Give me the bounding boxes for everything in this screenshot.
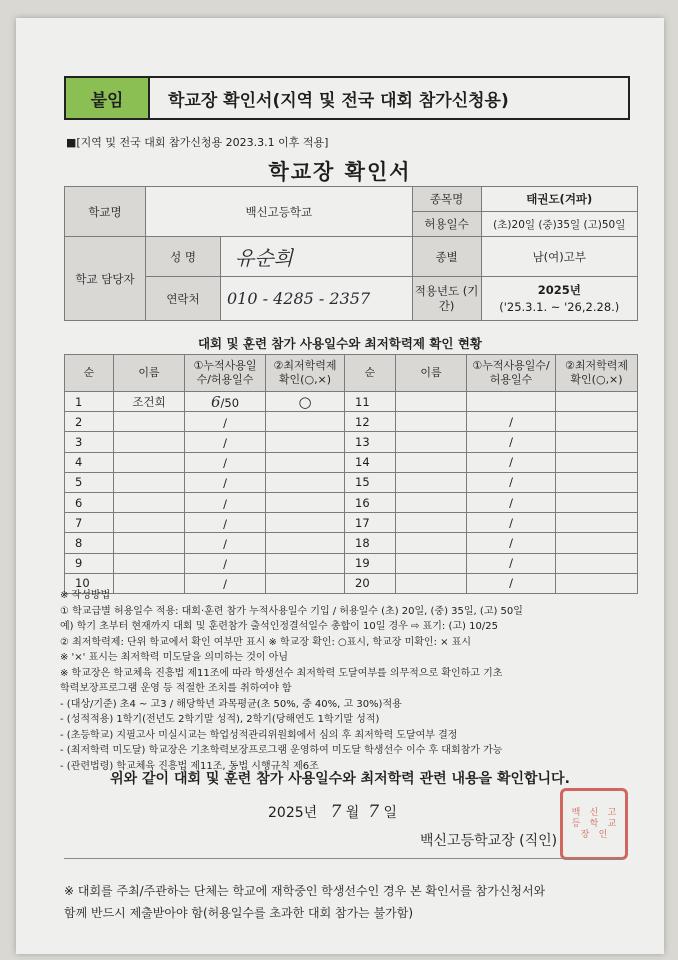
- document-title: 학교장 확인서: [268, 160, 412, 184]
- row-no: 19: [345, 553, 396, 573]
- gender-label: 종별: [412, 237, 481, 277]
- document-page: [16, 18, 664, 954]
- row-name: [114, 553, 185, 573]
- row-check: [556, 412, 638, 432]
- row-days: [185, 492, 266, 512]
- header-box: [64, 76, 630, 120]
- row-check: [266, 452, 345, 472]
- row-days: [185, 553, 266, 573]
- col-days: ①누적사용일수/허용일수: [467, 355, 556, 392]
- gender-value: 남(여)고부: [481, 237, 637, 277]
- row-check: ○: [266, 392, 345, 412]
- row-days: /: [467, 432, 556, 452]
- row-days: [185, 452, 266, 472]
- row-check: [556, 432, 638, 452]
- row-name: [396, 392, 467, 412]
- row-no: 16: [345, 492, 396, 512]
- row-name: [114, 533, 185, 553]
- date-day: 7: [368, 802, 380, 822]
- col-name: 이름: [114, 355, 185, 392]
- issue-date: [268, 802, 397, 822]
- instruction-line: - (최저학력 미도달) 학교장은 기초학력보장프로그램 운영하여 미도달 학생선수 이수 후 대회참가 가능: [60, 745, 503, 756]
- days-slash: /: [223, 496, 227, 511]
- seal-glyph: 인: [598, 829, 608, 840]
- seal-glyph: 신: [589, 807, 599, 818]
- table-row: [65, 492, 638, 512]
- col-days: ①누적사용일수/허용일수: [185, 355, 266, 392]
- year-label: 적용년도 (기간): [412, 277, 481, 321]
- allowed-days: 50: [224, 395, 240, 410]
- row-check: [556, 492, 638, 512]
- instruction-line: ② 최저학력제: 단위 학교에서 확인 여부만 표시 ※ 학교장 확인: ○표시, 학교장 미확인: × 표시: [60, 636, 472, 648]
- row-days: /: [467, 452, 556, 472]
- row-no: 9: [65, 553, 114, 573]
- confirmation-statement: 위와 같이 대회 및 훈련 참가 사용일수와 최저학력 관련 내용을 확인합니다.: [110, 771, 570, 787]
- row-days: [185, 513, 266, 533]
- row-no: 8: [65, 533, 114, 553]
- row-name: [396, 513, 467, 533]
- row-no: 11: [345, 392, 396, 412]
- instruction-line: - (관련법령) 학교체육 진흥법 제11조, 동법 시행규칙 제6조: [60, 760, 319, 772]
- principal-signature: 백신고등학교장 (직인): [420, 833, 558, 849]
- col-no: 순: [65, 355, 114, 392]
- school-seal-stamp: [560, 788, 628, 860]
- period-value: ('25.3.1. ~ '26,2.28.): [499, 299, 620, 314]
- date-year: 2025년: [268, 805, 318, 821]
- instruction-line: 예) 학기 초부터 현재까지 대회 및 훈련참가 출석인정결석일수 총합이 10일 경우 ⇨ 표기: (고) 10/25: [60, 621, 498, 632]
- row-name: [396, 533, 467, 553]
- table-row: [65, 412, 638, 432]
- row-name: 조건희: [114, 392, 185, 412]
- seal-glyph: 학: [589, 818, 599, 829]
- row-check: [266, 472, 345, 492]
- footer-note: [64, 880, 634, 924]
- table-row: [65, 513, 638, 533]
- days-slash: /: [223, 456, 227, 471]
- header-title: 학교장 확인서(지역 및 전국 대회 참가신청용): [168, 90, 509, 111]
- row-no: 13: [345, 432, 396, 452]
- row-no: 3: [65, 432, 114, 452]
- row-name: [396, 412, 467, 432]
- row-check: [556, 392, 638, 412]
- instruction-line: ※ 학교장은 학교체육 진흥법 제11조에 따라 학생선수 최저학력 도달여부를 의무적으로 확인하고 기초: [60, 667, 503, 679]
- row-no: 17: [345, 513, 396, 533]
- row-name: [114, 513, 185, 533]
- row-days: [185, 533, 266, 553]
- col-no: 순: [345, 355, 396, 392]
- row-no: 14: [345, 452, 396, 472]
- used-days: 6: [210, 392, 221, 411]
- name-label: 성 명: [146, 237, 221, 277]
- row-check: [266, 513, 345, 533]
- days-slash: /: [223, 476, 227, 491]
- row-check: [556, 533, 638, 553]
- seal-glyph: 장: [580, 829, 590, 840]
- days-slash: /: [223, 536, 227, 551]
- row-name: [396, 472, 467, 492]
- phone-label: 연락처: [146, 277, 221, 321]
- days-slash: /: [223, 415, 227, 430]
- row-no: 10: [65, 573, 114, 593]
- row-name: [396, 553, 467, 573]
- row-name: [114, 492, 185, 512]
- row-days: /: [467, 472, 556, 492]
- instruction-line: ① 학교급별 허용일수 적용: 대회·훈련 참가 누적사용일수 기입 / 허용일수 (초) 20일, (중) 35일, (고) 50일: [60, 605, 523, 617]
- instruction-line: ※ 작성방법: [60, 590, 111, 601]
- instruction-line: 학력보장프로그램 운영 등 적절한 조치를 취하여야 함: [60, 683, 292, 694]
- row-no: 20: [345, 573, 396, 593]
- applicability-note: ■[지역 및 전국 대회 참가신청용 2023.3.1 이후 적용]: [66, 136, 329, 149]
- section-title: 대회 및 훈련 참가 사용일수와 최저학력제 확인 현황: [197, 336, 483, 351]
- days-slash: /: [223, 435, 227, 450]
- row-days: [467, 392, 556, 412]
- seal-glyph: 고: [607, 807, 617, 818]
- row-no: 18: [345, 533, 396, 553]
- row-days: /: [467, 553, 556, 573]
- instruction-line: - (성적적용) 1학기(전년도 2학기말 성적), 2학기(당해연도 1학기말 성적): [60, 714, 380, 725]
- date-month-unit: 월: [345, 805, 360, 821]
- footer-line: 함께 반드시 제출받아야 함(허용일수를 초과한 대회 참가는 불가함): [64, 906, 414, 920]
- year-cell: [481, 277, 637, 321]
- phone-value: 010 - 4285 - 2357: [221, 277, 413, 321]
- row-no: 2: [65, 412, 114, 432]
- table-row: [65, 533, 638, 553]
- sport-value: 태권도(겨파): [481, 187, 637, 212]
- table-row: [65, 392, 638, 412]
- days-slash: /: [220, 395, 225, 410]
- school-label: 학교명: [65, 187, 146, 237]
- contact-label: 학교 담당자: [65, 237, 146, 321]
- row-check: [266, 432, 345, 452]
- row-no: 6: [65, 492, 114, 512]
- school-value: 백신고등학교: [146, 187, 413, 237]
- table-row: [65, 553, 638, 573]
- col-check: ②최저학력제 확인(○,×): [556, 355, 638, 392]
- row-no: 5: [65, 472, 114, 492]
- row-name: [396, 432, 467, 452]
- row-no: 15: [345, 472, 396, 492]
- table-row: [65, 452, 638, 472]
- table-row: [65, 472, 638, 492]
- days-label: 허용일수: [412, 212, 481, 237]
- instruction-line: - (대상/기준) 초4 ~ 고3 / 해당학년 과목평균(초 50%, 중 40%, 고 30%)적용: [60, 698, 402, 710]
- divider: [64, 858, 624, 859]
- row-no: 1: [65, 392, 114, 412]
- days-slash: /: [223, 557, 227, 572]
- athlete-table: [64, 354, 638, 594]
- row-days: /: [467, 412, 556, 432]
- col-name: 이름: [396, 355, 467, 392]
- sport-label: 종목명: [412, 187, 481, 212]
- row-no: 12: [345, 412, 396, 432]
- footer-line: ※ 대회를 주최/주관하는 단체는 학교에 재학중인 학생선수인 경우 본 확인서를 참가신청서와: [64, 884, 546, 898]
- info-table: [64, 186, 638, 321]
- writing-instructions: [60, 588, 640, 774]
- row-no: 4: [65, 452, 114, 472]
- row-check: [556, 553, 638, 573]
- row-days: /: [467, 533, 556, 553]
- row-name: [396, 452, 467, 472]
- days-slash: /: [223, 516, 227, 531]
- name-value: 유순희: [221, 237, 413, 277]
- date-month: 7: [330, 802, 342, 822]
- row-check: [266, 533, 345, 553]
- seal-glyph: 교: [607, 818, 617, 829]
- row-days: [185, 432, 266, 452]
- row-name: [114, 452, 185, 472]
- row-check: [266, 553, 345, 573]
- seal-glyph: 백: [571, 807, 581, 818]
- instruction-line: - (초등학교) 지필고사 미실시교는 학업성적관리위원회에서 심의 후 최저학력 도달여부 결정: [60, 729, 458, 741]
- row-check: [266, 492, 345, 512]
- row-check: [266, 412, 345, 432]
- row-name: [114, 472, 185, 492]
- row-check: [556, 472, 638, 492]
- date-day-unit: 일: [383, 805, 398, 821]
- row-days: [185, 392, 266, 412]
- days-value: (초)20일 (중)35일 (고)50일: [481, 212, 637, 237]
- row-days: /: [467, 513, 556, 533]
- row-check: [556, 452, 638, 472]
- athlete-rows: [65, 392, 638, 594]
- instruction-line: ※ '×' 표시는 최저학력 미도달을 의미하는 것이 아님: [60, 652, 289, 663]
- table-row: [65, 432, 638, 452]
- days-slash: /: [223, 577, 227, 592]
- row-no: 7: [65, 513, 114, 533]
- seal-glyph: 등: [571, 818, 581, 829]
- row-name: [396, 492, 467, 512]
- year-value: 2025년: [537, 283, 581, 298]
- row-name: [114, 412, 185, 432]
- row-days: /: [467, 492, 556, 512]
- row-days: /: [467, 573, 556, 593]
- col-check: ②최저학력제 확인(○,×): [266, 355, 345, 392]
- attachment-tag: 붙임: [66, 78, 150, 118]
- row-days: [185, 472, 266, 492]
- row-check: [556, 513, 638, 533]
- row-days: [185, 412, 266, 432]
- row-name: [114, 432, 185, 452]
